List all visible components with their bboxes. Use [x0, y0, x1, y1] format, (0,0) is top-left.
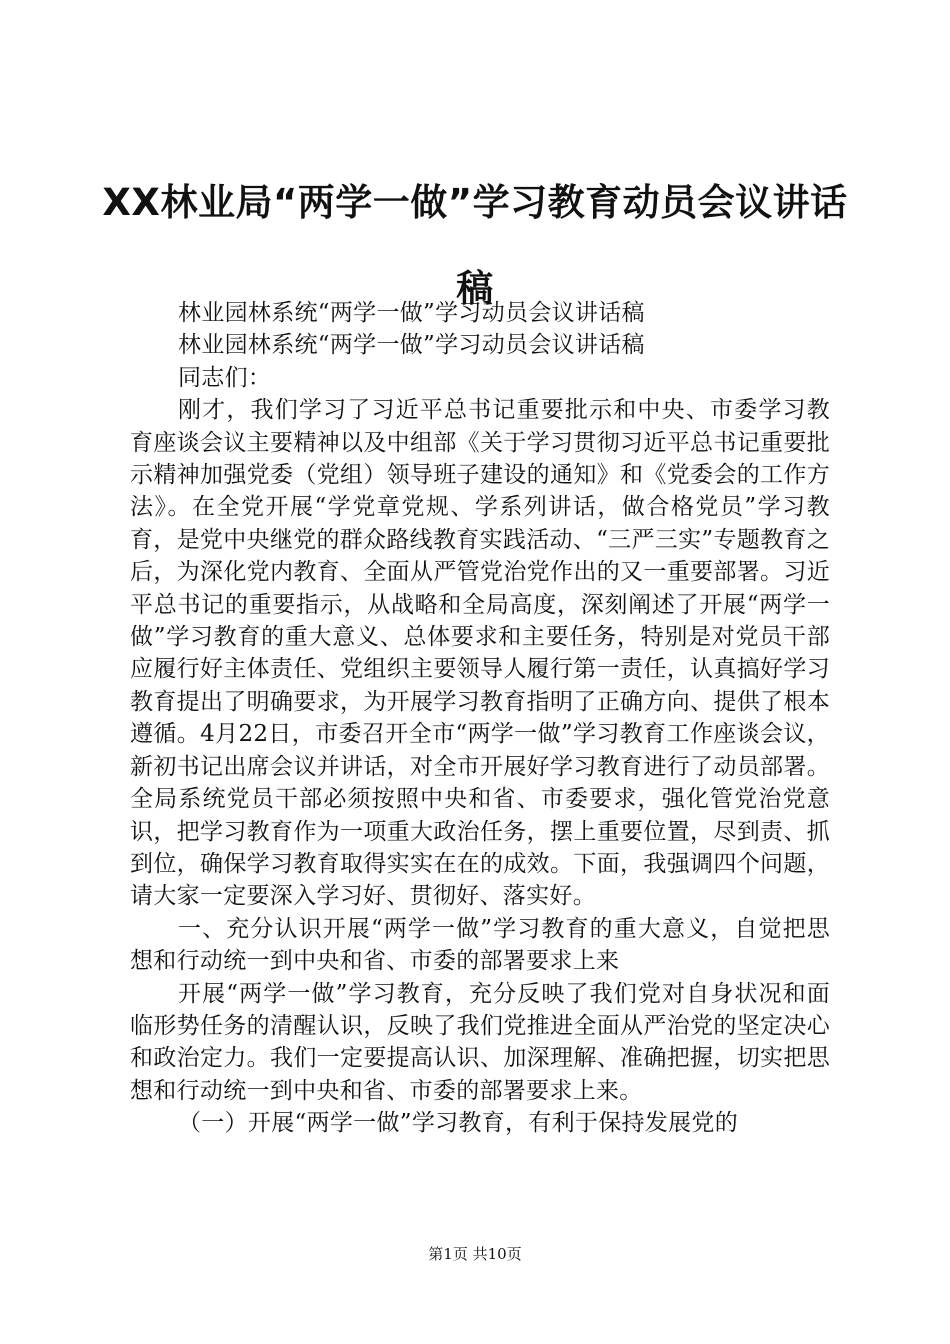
salutation: 同志们： — [178, 364, 272, 391]
document-body — [130, 297, 830, 1140]
body-paragraph: 开展“两学一做”学习教育，充分反映了我们党对自身状况和面临形势任务的清醒认识，反映了我们党推进全面从严治党的坚定决心和政治定力。我们一定要提高认识、加深理解、准确把握，切实把思想和行动统一到中央和省、市委的部署要求上来。 — [130, 980, 830, 1104]
subtitle-line: 林业园林系统“两学一做”学习动员会议讲话稿 — [178, 300, 645, 326]
subtitle-line-repeat: 林业园林系统“两学一做”学习动员会议讲话稿 — [178, 332, 645, 359]
document-title: XX林业局“两学一做”学习教育动员会议讲话稿 — [102, 181, 848, 310]
subsection-heading: （一）开展“两学一做”学习教育，有利于保持发展党的 — [178, 1110, 739, 1137]
page-number-footer: 第1页 共10页 — [428, 1245, 522, 1263]
section-heading: 一、充分认识开展“两学一做”学习教育的重大意义，自觉把思想和行动统一到中央和省、市委的部署要求上来 — [130, 915, 830, 975]
body-paragraph: 刚才，我们学习了习近平总书记重要批示和中央、市委学习教育座谈会议主要精神以及中组部《关于学习贯彻习近平总书记重要批示精神加强党委（党组）领导班子建设的通知》和《党委会的工作方法》。在全党开展“学党章党规、学系列讲话，做合格党员”学习教育，是党中央继党的群众路线教育实践活动、“三严三实”专题教育之后，为深化党内教育、全面从严管党治党作出的又一重要部署。习近平总书记的重要指示，从战略和全局高度，深刻阐述了开展“两学一做”学习教育的重大意义、总体要求和主要任务，特别是对党员干部应履行好主体责任、党组织主要领导人履行第一责任，认真搞好学习教育提出了明确要求，为开展学习教育指明了正确方向、提供了根本遵循。4月22日，市委召开全市“两学一做”学习教育工作座谈会议，新初书记出席会议并讲话，对全市开展好学习教育进行了动员部署。全局系统党员干部必须按照中央和省、市委要求，强化管党治党意识，把学习教育作为一项重大政治任务，摆上重要位置，尽到责、抓到位，确保学习教育取得实实在在的成效。下面，我强调四个问题，请大家一定要深入学习好、贯彻好、落实好。 — [130, 397, 830, 910]
